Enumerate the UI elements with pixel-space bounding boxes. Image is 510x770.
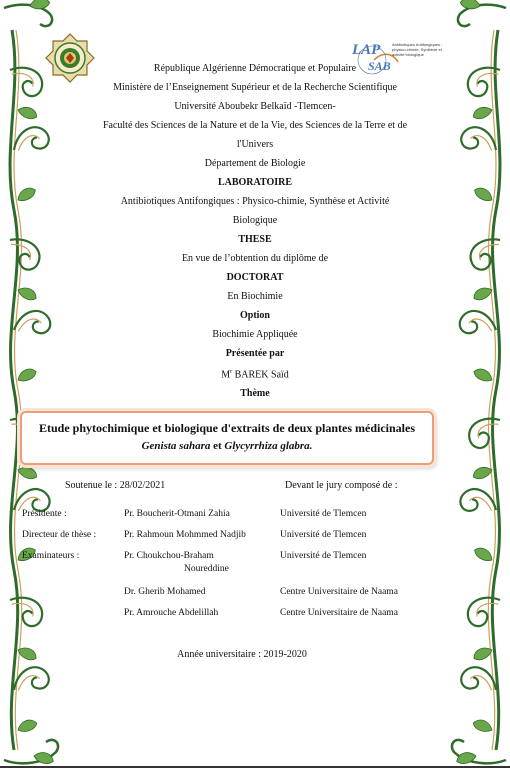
jury-institution: Université de Tlemcen bbox=[280, 509, 367, 519]
theme-heading: Thème bbox=[240, 388, 270, 400]
field-line: En Biochimie bbox=[227, 291, 283, 302]
species-conjunction: et bbox=[210, 440, 225, 452]
option-heading: Option bbox=[239, 310, 270, 321]
jury-institution: Université de Tlemcen bbox=[280, 530, 367, 540]
header-block bbox=[0, 59, 510, 403]
top-right-corner-ornament bbox=[458, 0, 506, 26]
svg-text:SAB: SAB bbox=[368, 59, 391, 73]
diploma-line: En vue de l’obtention du diplôme de bbox=[181, 253, 329, 264]
jury-member-name: Pr. Amrouche Abdelillah bbox=[124, 608, 219, 618]
thesis-title-main: Etude phytochimique et biologique d'extraits de deux plantes médicinales bbox=[38, 421, 416, 435]
jury-role: Examinateurs : bbox=[22, 551, 80, 561]
jury-member-name: Pr. Choukchou-Braham bbox=[124, 551, 214, 561]
top-left-corner-ornament bbox=[4, 0, 52, 26]
these-heading: THESE bbox=[238, 234, 272, 245]
presented-heading: Présentée par bbox=[225, 348, 285, 359]
species-glycyrrhiza: Glycyrrhiza glabra. bbox=[224, 440, 313, 452]
department-line: Département de Biologie bbox=[204, 158, 306, 169]
author-prefix: M bbox=[221, 369, 231, 381]
author-prefix-sup: r bbox=[230, 369, 233, 375]
jury-institution: Centre Universitaire de Naama bbox=[280, 587, 398, 597]
jury-institution: Université de Tlemcen bbox=[280, 551, 367, 561]
defense-date: Soutenue le : 28/02/2021 bbox=[65, 480, 166, 491]
faculty-line-2: l'Univers bbox=[236, 139, 274, 150]
author-name: BAREK Saïd bbox=[232, 369, 289, 381]
jury-member-name: Dr. Gherib Mohamed bbox=[124, 587, 206, 597]
lapsab-logo-caption: Antibiotiques Antifongiques : physico-chimie, Synthèse et activité biologique bbox=[392, 42, 443, 57]
option-line: Biochimie Appliquée bbox=[212, 329, 298, 340]
doctorat-heading: DOCTORAT bbox=[226, 272, 284, 283]
jury-member-name-continued: Noureddine bbox=[184, 564, 229, 574]
thesis-title-box bbox=[20, 411, 434, 465]
university-line: Université Aboubekr Belkaïd -Tlemcen- bbox=[174, 101, 336, 112]
species-genista: Genista sahara bbox=[141, 440, 211, 452]
jury-heading: Devant le jury composé de : bbox=[285, 480, 398, 491]
thesis-title-species bbox=[22, 437, 432, 455]
svg-text:LAP: LAP bbox=[352, 42, 381, 58]
author-line bbox=[0, 363, 510, 384]
academic-year: Année universitaire : 2019-2020 bbox=[177, 649, 307, 660]
laboratory-heading: LABORATOIRE bbox=[217, 177, 293, 188]
jury-member-name: Pr. Boucherit-Otmani Zahia bbox=[124, 509, 230, 519]
ministry-line: Ministère de l’Enseignement Supérieur et de la Recherche Scientifique bbox=[113, 82, 397, 93]
laboratory-name-line-2: Biologique bbox=[232, 215, 278, 226]
jury-role: Directeur de thèse : bbox=[22, 530, 97, 540]
republic-line: République Algérienne Démocratique et Populaire bbox=[153, 63, 357, 74]
jury-institution: Centre Universitaire de Naama bbox=[280, 608, 398, 618]
jury-role: Présidente : bbox=[22, 509, 67, 519]
page-bottom-rule bbox=[0, 766, 510, 768]
laboratory-name-line-1: Antibiotiques Antifongiques : Physico-chimie, Synthèse et Activité bbox=[120, 196, 390, 207]
faculty-line-1: Faculté des Sciences de la Nature et de la Vie, des Sciences de la Terre et de bbox=[102, 120, 408, 131]
jury-member-name: Pr. Rahmoun Mohmmed Nadjib bbox=[124, 530, 246, 540]
